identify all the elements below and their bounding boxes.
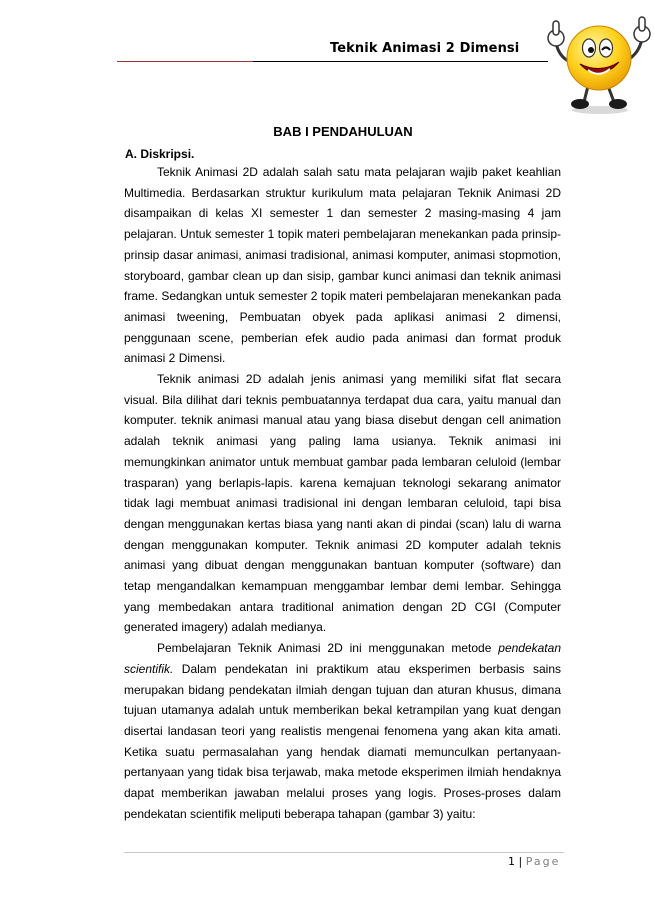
- page-separator: |: [518, 855, 523, 868]
- page-number: [508, 855, 560, 868]
- section-heading: A. Diskripsi.: [125, 147, 195, 161]
- footer-rule: [124, 852, 564, 853]
- paragraph: Teknik Animasi 2D adalah salah satu mata pelajaran wajib paket keahlian Multimedia. Berdasarkan struktur kurikulum mata pelajaran Teknik Animasi 2D disampaikan di kelas XI semester 1 dan semester 2 masing-masing 4 jam pelajaran. Untuk semester 1 topik materi pembelajaran menekankan pada prinsip-prinsip dasar animasi, animasi tradisional, animasi komputer, animasi stopmotion, storyboard, gambar clean up dan sisip, gambar kunci animasi dan teknik animasi frame. Sedangkan untuk semester 2 topik materi pembelajaran menekankan pada animasi tweening, Pembuatan obyek pada aplikasi animasi 2 dimensi, penggunaan scene, pemberian efek audio pada animasi dan format produk animasi 2 Dimensi.: [124, 165, 561, 366]
- chapter-title: BAB I PENDAHULUAN: [273, 124, 413, 139]
- paragraph-text: Pembelajaran Teknik Animasi 2D ini menggunakan metode: [157, 641, 499, 656]
- smiley-thumbs-up-icon: [544, 12, 654, 116]
- header-title: Teknik Animasi 2 Dimensi: [330, 41, 520, 56]
- header-rule-accent: [117, 61, 253, 62]
- paragraph-emphasis: pendekatan scientifik.: [124, 641, 561, 676]
- paragraph-text: Dalam pendekatan ini praktikum atau eksperimen berbasis sains merupakan bidang pendekatan ilmiah dengan tujuan dan aturan khusus, dimana tujuan utamanya adalah untuk memberikan bekal ketrampilan yang kuat dengan disertai landasan teori yang realistis mengenai fenomena yang akan kita amati. Ketika suatu permasalahan yang hendak diamati memunculkan pertanyaan-pertanyaan yang tidak bisa terjawab, maka metode eksperimen ilmiah hendaknya dapat memberikan jawaban melalui proses yang logis. Proses-proses dalam pendekatan scientifik meliputi beberapa tahapan (gambar 3) yaitu:: [124, 661, 561, 821]
- header-rule: [253, 61, 548, 62]
- body-text: [124, 162, 561, 825]
- paragraph: [124, 638, 561, 824]
- page-number-value: 1: [508, 855, 515, 868]
- paragraph: Teknik animasi 2D adalah jenis animasi yang memiliki sifat flat secara visual. Bila dilihat dari teknis pembuatannya terdapat dua cara, yaitu manual dan komputer. teknik animasi manual atau yang biasa disebut dengan cell animation adalah teknik animasi yang paling lama usianya. Teknik animasi ini memungkinkan animator untuk membuat gambar pada lembaran celuloid (lembar trasparan) yang berlapis-lapis. karena kemajuan teknologi sekarang animator tidak lagi membuat animasi tradisional ini dengan lembaran celuloid, tapi bisa dengan menggunakan kertas biasa yang nanti akan di pindai (scan) lalu di warna dengan menggunakan komputer. Teknik animasi 2D komputer adalah teknis animasi yang dibuat dengan menggunakan bantuan komputer (software) dan tetap mengandalkan kemampuan menggambar lembar demi lembar. Sehingga yang membedakan antara traditional animation dengan 2D CGI (Computer generated imagery) adalah medianya.: [124, 372, 561, 635]
- page-label: Page: [525, 855, 561, 868]
